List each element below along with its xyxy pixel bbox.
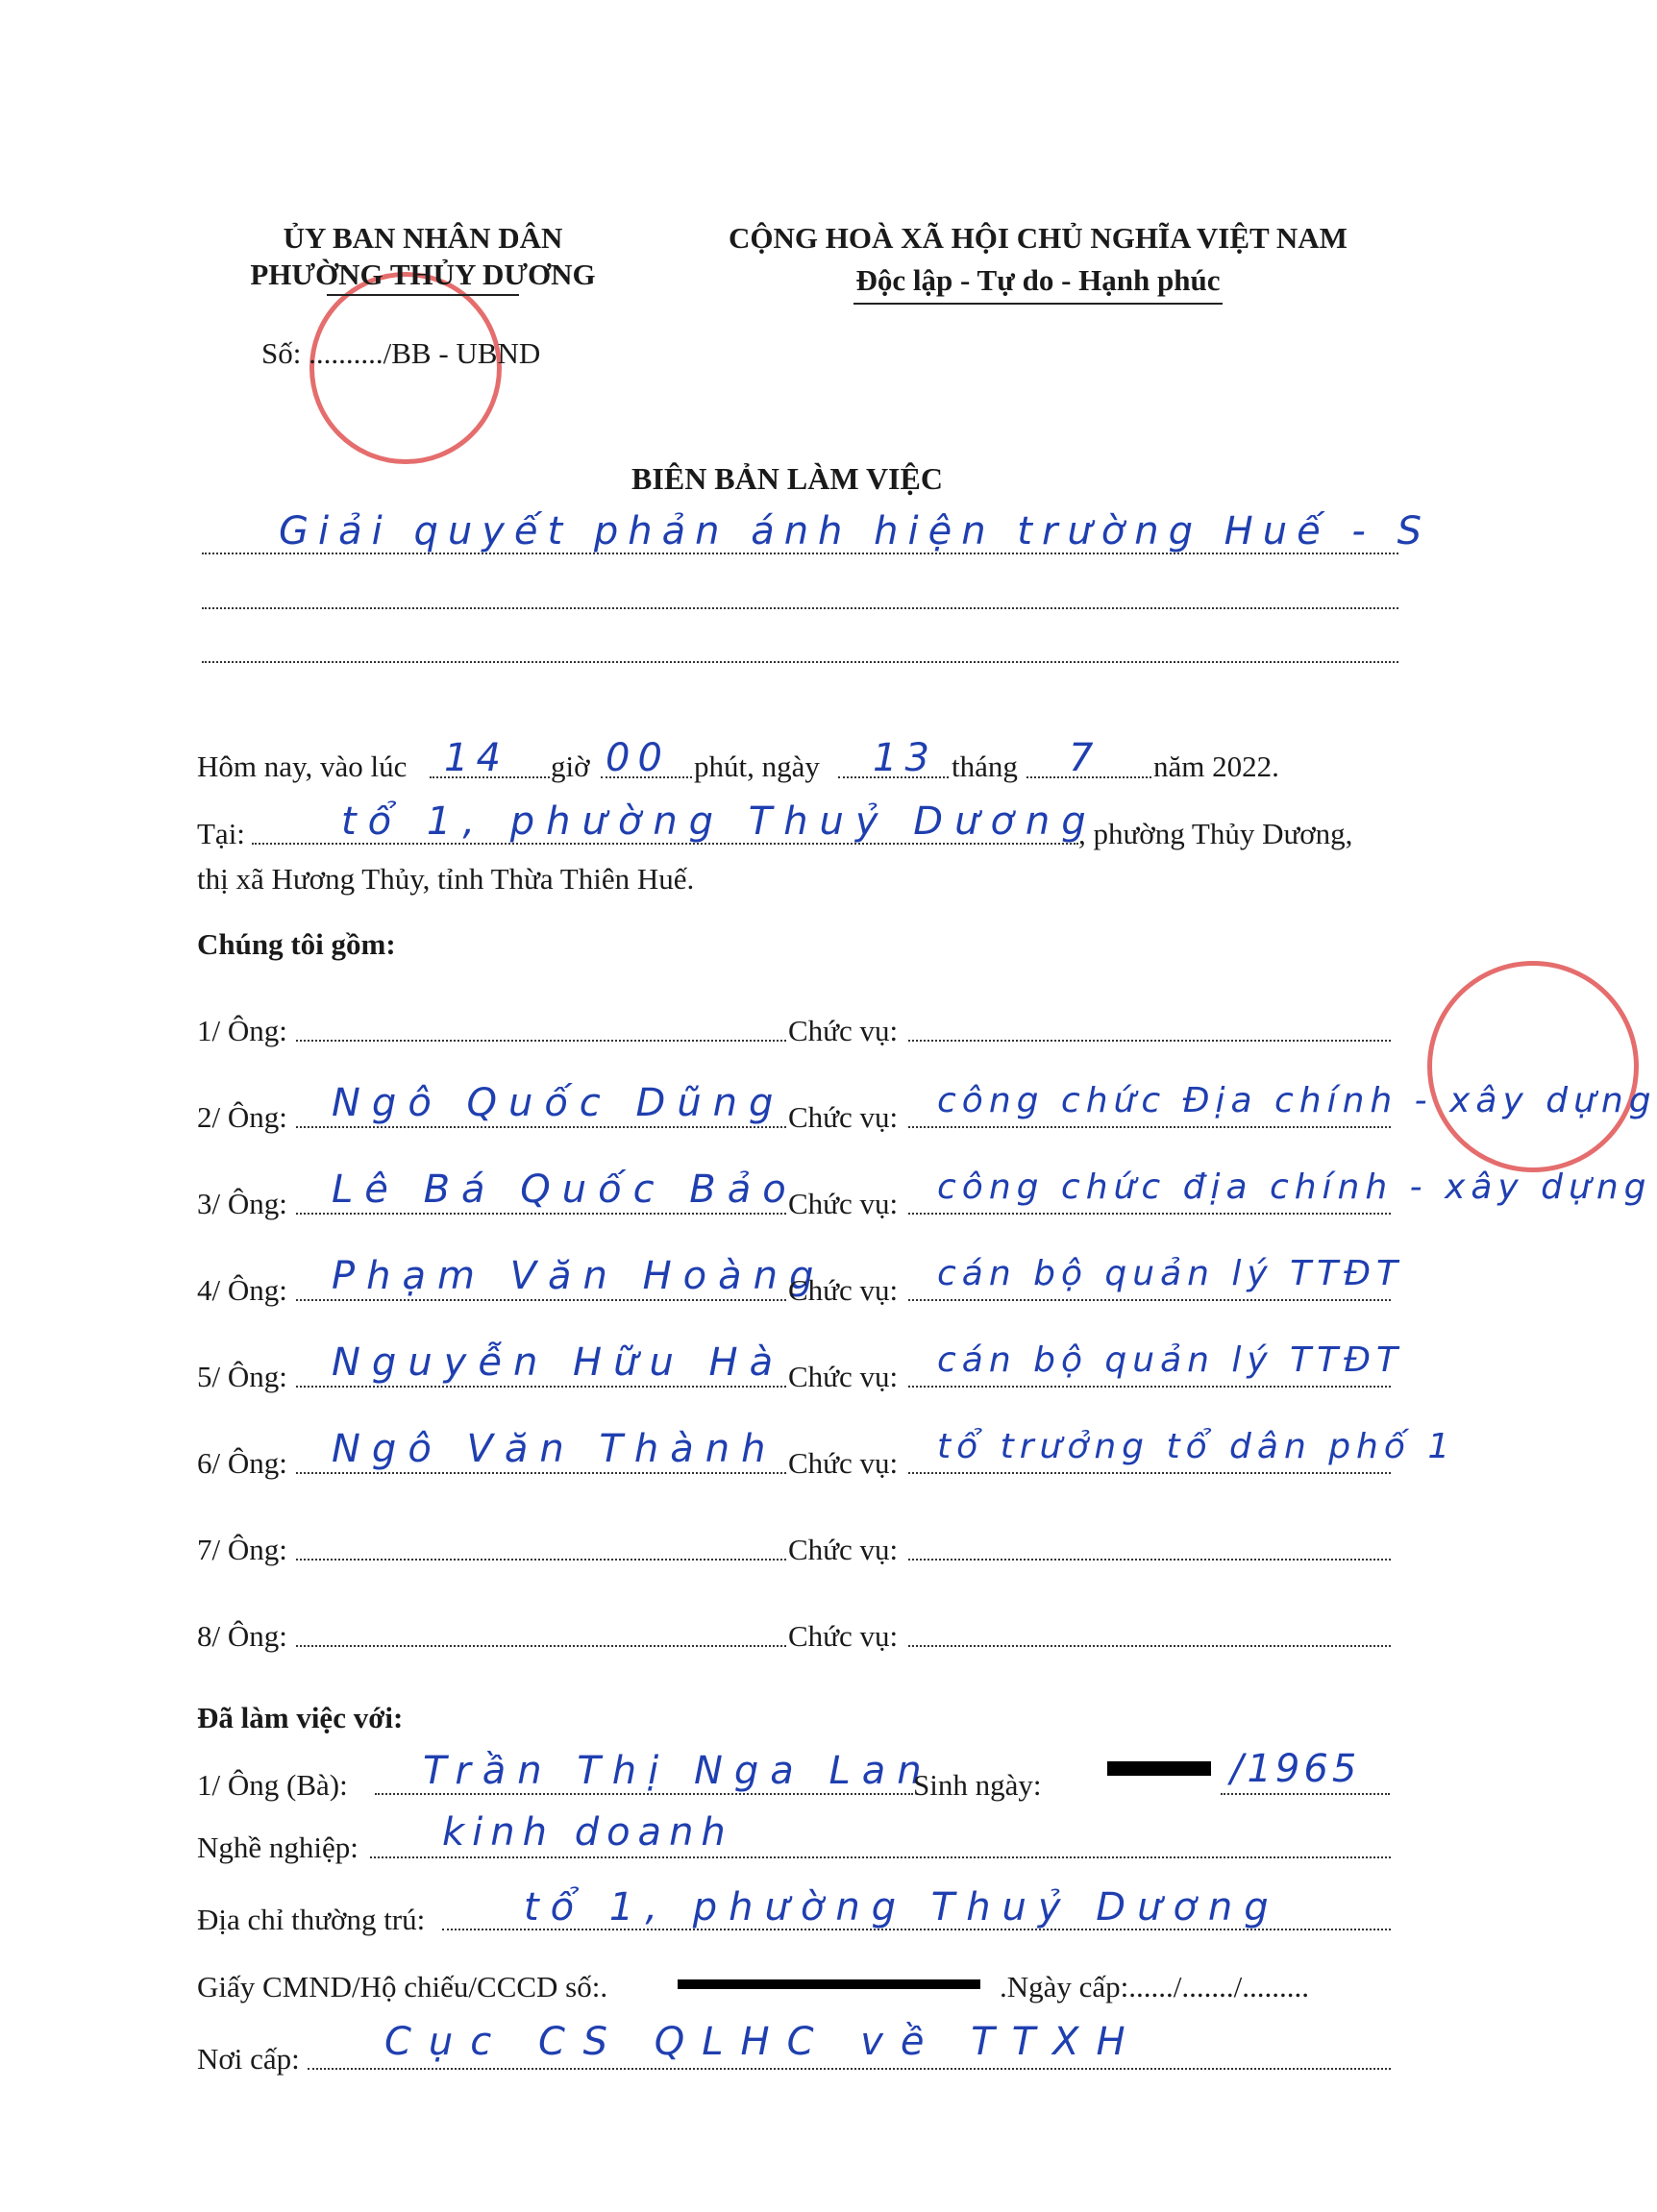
member-name-dots [296, 1040, 786, 1042]
member-role: công chức địa chính - xây dựng [937, 1167, 1652, 1207]
member-role-dots [908, 1645, 1391, 1647]
header-right-line2: Độc lập - Tự do - Hạnh phúc [855, 263, 1221, 297]
member-name-dots [296, 1559, 786, 1561]
subject-line-2 [202, 607, 1398, 609]
member-name: Phạm Văn Hoàng [332, 1254, 826, 1298]
party-name: Trần Thị Nga Lan [423, 1749, 933, 1793]
header-right-underline [853, 303, 1223, 305]
worked-with-heading: Đã làm việc với: [197, 1701, 404, 1734]
place-value: tổ 1, phường Thuỷ Dương [341, 799, 1098, 844]
member-name: Lê Bá Quốc Bảo [332, 1167, 798, 1212]
member-name-dots [296, 1126, 786, 1128]
place-suffix: , phường Thủy Dương, [1078, 817, 1353, 850]
party-id-label: Giấy CMND/Hộ chiếu/CCCD số:. [197, 1970, 608, 2003]
member-label: 1/ Ông: [197, 1014, 287, 1047]
subject-line-3 [202, 661, 1398, 663]
party-name-dots [375, 1793, 913, 1795]
member-role-dots [908, 1213, 1391, 1215]
member-role-dots [908, 1299, 1391, 1301]
time-month: 7 [1069, 736, 1101, 780]
time-hour-label: giờ [551, 750, 590, 783]
page-title: BIÊN BẢN LÀM VIỆC [631, 461, 943, 496]
time-month-label: tháng [952, 750, 1018, 783]
member-role-label: Chức vụ: [788, 1273, 899, 1307]
member-name: Ngô Quốc Dũng [332, 1081, 785, 1125]
members-heading: Chúng tôi gồm: [197, 927, 396, 961]
time-hour: 14 [444, 736, 508, 780]
subject-handwritten: Giải quyết phản ánh hiện trường Huế - S [279, 509, 1431, 553]
party-address: tổ 1, phường Thuỷ Dương [524, 1885, 1280, 1929]
time-minute: 00 [606, 736, 670, 780]
party-address-label: Địa chỉ thường trú: [197, 1903, 426, 1936]
member-name: Nguyễn Hữu Hà [332, 1340, 785, 1385]
member-role-dots [908, 1040, 1391, 1042]
redacted-dob [1107, 1761, 1211, 1776]
member-label: 8/ Ông: [197, 1619, 287, 1653]
party-job-label: Nghề nghiệp: [197, 1831, 359, 1864]
member-label: 4/ Ông: [197, 1273, 287, 1307]
party-dob-dots [1221, 1793, 1390, 1795]
party-dob-label: Sinh ngày: [913, 1768, 1042, 1802]
member-name-dots [296, 1299, 786, 1301]
member-name-dots [296, 1472, 786, 1474]
member-role-dots [908, 1386, 1391, 1388]
member-role: cán bộ quản lý TTĐT [937, 1254, 1404, 1293]
member-role-dots [908, 1126, 1391, 1128]
member-role-label: Chức vụ: [788, 1446, 899, 1480]
member-role-label: Chức vụ: [788, 1014, 899, 1047]
header-right-line1: CỘNG HOÀ XÃ HỘI CHỦ NGHĨA VIỆT NAM [729, 221, 1348, 255]
member-role-label: Chức vụ: [788, 1360, 899, 1393]
party-job: kinh doanh [442, 1810, 733, 1855]
party-dob: /1965 [1230, 1747, 1361, 1791]
party-issue-date-label: .Ngày cấp:....../......./......... [1000, 1970, 1310, 2003]
member-name-dots [296, 1213, 786, 1215]
party-issuer-label: Nơi cấp: [197, 2042, 300, 2076]
member-role-dots [908, 1472, 1391, 1474]
time-day: 13 [873, 736, 937, 780]
place-line2: thị xã Hương Thủy, tỉnh Thừa Thiên Huế. [197, 862, 695, 896]
member-label: 6/ Ông: [197, 1446, 287, 1480]
member-role-label: Chức vụ: [788, 1619, 899, 1653]
member-role: công chức Địa chính - xây dựng [937, 1081, 1657, 1120]
member-name-dots [296, 1386, 786, 1388]
place-label: Tại: [197, 817, 245, 850]
party-issuer: Cục CS QLHC về TTXH [384, 2020, 1143, 2064]
official-seal-stamp-right [1427, 961, 1639, 1172]
header-left-line1: ỦY BAN NHÂN DÂN [283, 221, 563, 255]
header-left-line2: PHƯỜNG THỦY DƯƠNG [250, 258, 596, 291]
member-role-dots [908, 1559, 1391, 1561]
member-label: 3/ Ông: [197, 1187, 287, 1220]
member-role-label: Chức vụ: [788, 1187, 899, 1220]
member-role: cán bộ quản lý TTĐT [937, 1340, 1404, 1380]
member-role: tổ trưởng tổ dân phố 1 [937, 1427, 1456, 1466]
member-label: 7/ Ông: [197, 1533, 287, 1566]
member-name: Ngô Văn Thành [332, 1427, 778, 1471]
party-job-dots [370, 1856, 1391, 1858]
party-issuer-dots [308, 2068, 1391, 2070]
member-name-dots [296, 1645, 786, 1647]
member-role-label: Chức vụ: [788, 1100, 899, 1134]
member-role-label: Chức vụ: [788, 1533, 899, 1566]
document-number: Số: ........../BB - UBND [261, 336, 541, 370]
time-minute-label: phút, ngày [694, 750, 820, 783]
time-year-label: năm 2022. [1153, 750, 1279, 783]
redacted-id-number [678, 1979, 980, 1989]
member-label: 2/ Ông: [197, 1100, 287, 1134]
time-prefix: Hôm nay, vào lúc [197, 750, 408, 783]
member-label: 5/ Ông: [197, 1360, 287, 1393]
party-label: 1/ Ông (Bà): [197, 1768, 348, 1802]
header-left-underline [327, 294, 519, 296]
